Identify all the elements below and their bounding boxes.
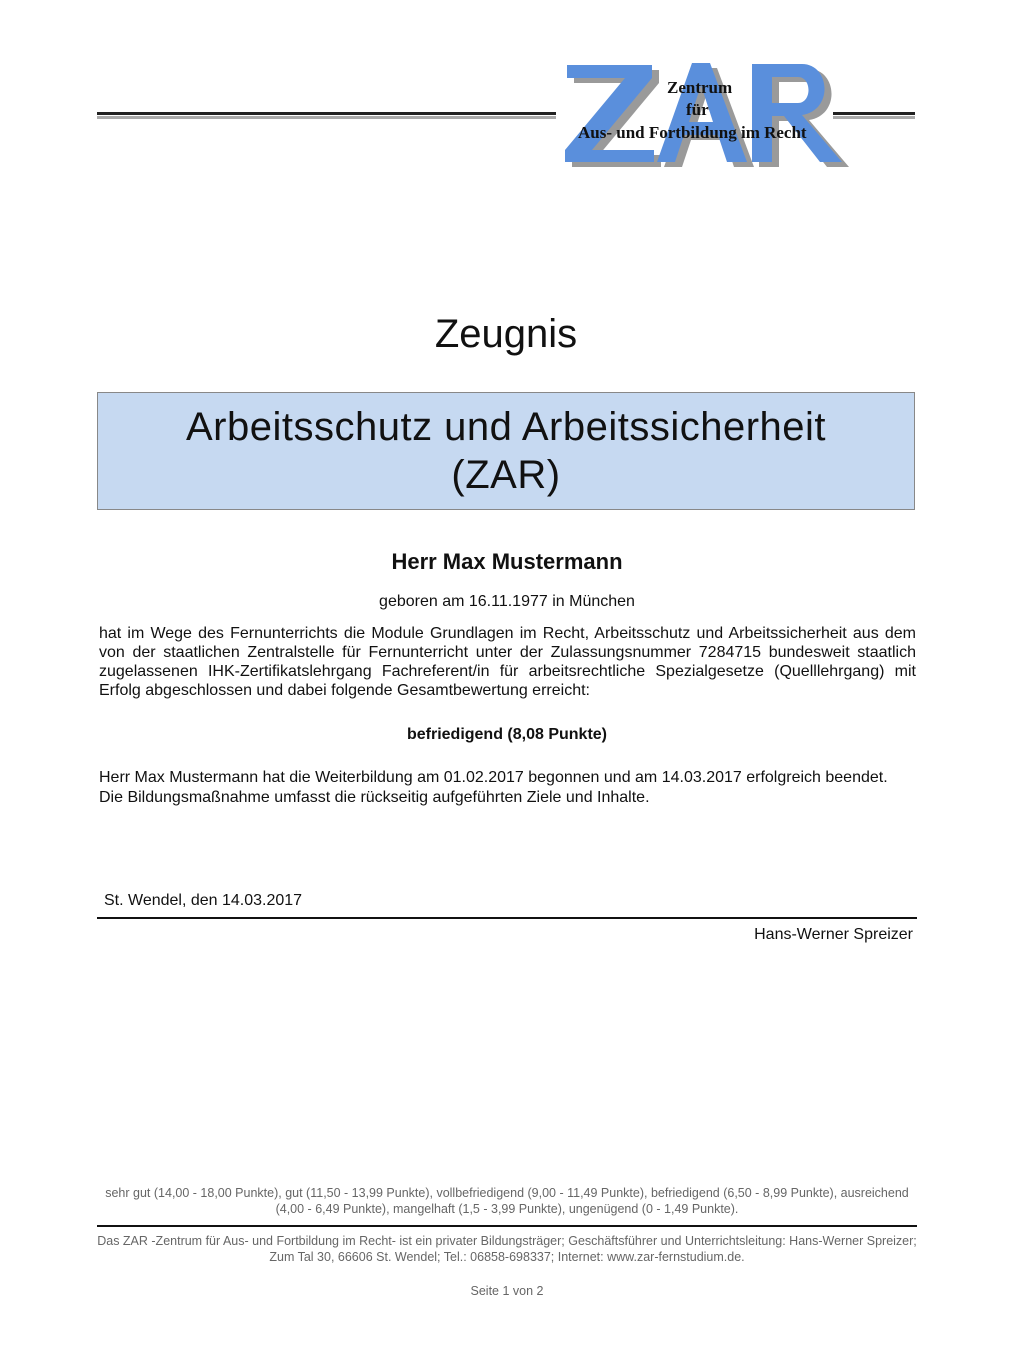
logo-text-2: für xyxy=(686,100,709,119)
page-number: Seite 1 von 2 xyxy=(470,1284,544,1298)
logo-text-1: Zentrum xyxy=(667,78,733,97)
course-title-line1: Arbeitsschutz und Arbeitssicherheit xyxy=(185,405,827,449)
document-title: Zeugnis xyxy=(434,312,578,356)
signature-line xyxy=(97,917,917,919)
overall-grade: befriedigend (8,08 Punkte) xyxy=(406,726,608,743)
recipient-name: Herr Max Mustermann xyxy=(391,549,623,574)
course-title-box xyxy=(97,392,915,510)
header-rule-left xyxy=(97,112,556,115)
birth-info: geboren am 16.11.1977 in München xyxy=(379,593,635,610)
logo-text-3: Aus- und Fortbildung im Recht xyxy=(578,123,807,142)
completion-paragraph: hat im Wege des Fernunterrichts die Module Grundlagen im Recht, Arbeitsschutz und Arbeitssicherheit aus dem von der staatlichen Zentralstelle für Fernunterricht unter der Zulassungsnummer 7284715 bundesweit staatlich zugelassenen IHK-Zertifikatslehrgang Fachreferent/in für arbeitsrechtliche Spezialgesetze (Quelllehrgang) mit Erfolg abgeschlossen und dabei folgende Gesamtbewertung erreicht: xyxy=(99,625,916,699)
signatory-name: Hans-Werner Spreizer xyxy=(754,926,913,943)
grading-scale: sehr gut (14,00 - 18,00 Punkte), gut (11,50 - 13,99 Punkte), vollbefriedigend (9,00 - 11,49 Punkte), befriedigend (6,50 - 8,99 Punkte), ausreichend (4,00 - 6,49 Punkte), mangelhaft (1,5 - 3,99 Punkte), ungenügend (0 - 1,49 Punkte). xyxy=(105,1186,909,1216)
footer-info: Das ZAR -Zentrum für Aus- und Fortbildung im Recht- ist ein privater Bildungsträger; Geschäftsführer und Unterrichtsleitung: Hans-Werner Spreizer; Zum Tal 30, 66606 St. Wendel; Tel.: 06858-698337; Internet: www.zar-fernstudium.de. xyxy=(97,1234,917,1264)
footer-rule xyxy=(97,1225,917,1227)
place-date: St. Wendel, den 14.03.2017 xyxy=(104,892,303,909)
course-title-line2: (ZAR) xyxy=(451,453,561,497)
zar-logo xyxy=(562,60,852,170)
duration-paragraph: Herr Max Mustermann hat die Weiterbildung am 01.02.2017 begonnen und am 14.03.2017 erfolgreich beendet. Die Bildungsmaßnahme umfasst die rückseitig aufgeführten Ziele und Inhalte. xyxy=(99,769,888,806)
